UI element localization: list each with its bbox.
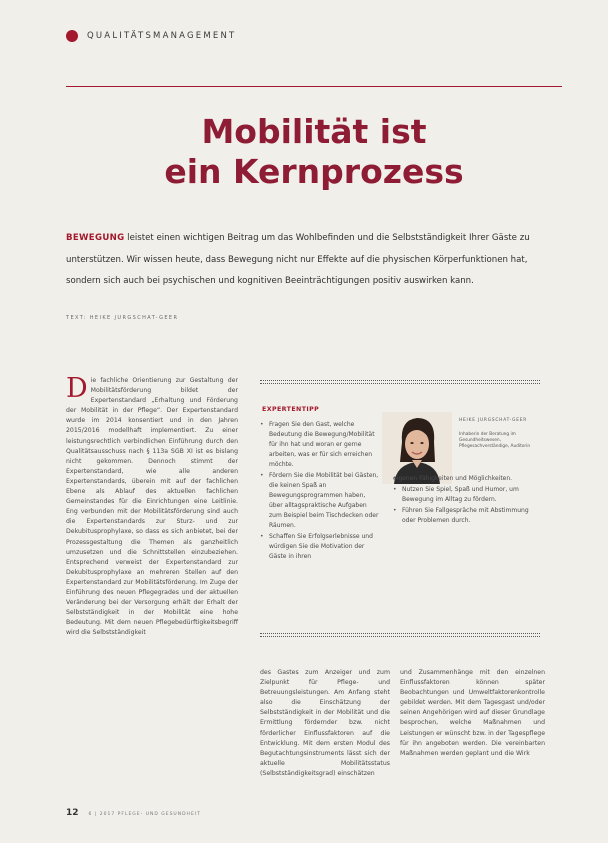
expert-tip-list-1	[260, 420, 380, 563]
tip-item-continued: • eigenen Fähigkeiten und Möglichkeiten.	[393, 474, 538, 484]
rubric-label: QUALITÄTSMANAGEMENT	[87, 31, 237, 41]
article-title	[66, 112, 562, 192]
tip-item: • Führen Sie Fallgespräche mit Abstimmung oder Problemen durch.	[393, 506, 538, 526]
section-rubric	[66, 30, 236, 42]
expert-name: HEIKE JURGSCHAT-GEER	[459, 418, 528, 423]
body-text-left: ie fachliche Orientierung zur Gestaltung der Mobilitätsförderung bildet der Expertenstandard „Erhaltung und Förderung der Mobilität in der Pflege“. Der Expertenstandard wurde im 2014 konsentiert und in den Jahren 2015/2016 modellhaft implementiert. Zu einer leistungsrechtlich verbindlichen Einführung durch den Qualitätsausschuss nach § 113a SGB XI ist es bislang nicht gekommen. Dennoch stimmt der Expertenstandard, wie alle anderen Expertenstandards, überein mit auf der fachlichen Ebene als Ablauf des aktuellen fachlichen Gemeinstandes für die Einrichtungen eine Leitlinie. Eng verbunden mit der Mobilitätsförderung sind auch die Expertenstandards zur Sturz- und zur Dekubitusprophylaxe, so dass es sich anbietet, bei der Prozessgestaltung die Themen als ganzheitlich umzusetzen und die Schnittstellen einzubeziehen. Entsprechend verweist der Expertenstandard zur Dekubitusprophylaxe an mehreren Stellen auf den Expertenstandard zur Mobilitätsförderung. Im Zuge der Einführung des neuen Pflegegrades und der aktuellen Veränderung bei der Versorgung erhält der Erhalt der Selbstständigkeit in der Mobilität eine hohe Bedeutung. Mit dem neuen Pflegebedürftigkeitsbegriff wird die Selbstständigkeit	[66, 377, 238, 637]
tip-item: • Schaffen Sie Erfolgserlebnisse und würdigen Sie die Motivation der Gäste in ihren	[260, 532, 380, 562]
expert-tip-title: EXPERTENTIPP	[262, 406, 320, 413]
footer-issue: 6 | 2017 PFLEGE- UND GESUNDHEIT	[88, 812, 201, 817]
page-footer	[66, 808, 201, 818]
byline: TEXT: HEIKE JURGSCHAT-GEER	[66, 315, 179, 321]
rubric-dot-icon	[66, 30, 78, 42]
expert-role: Inhaberin der Beratung im Gesundheitswesen, Pflegesachverständige, Auditorin	[459, 432, 531, 449]
tip-item: • Fragen Sie den Gast, welche Bedeutung die Bewegung/Mobilität für ihn hat und woran er gerne arbeiten, was er für sich erreichen möchte.	[260, 420, 380, 470]
lead-keyword: BEWEGUNG	[66, 233, 125, 243]
expert-box-bottom-rule	[260, 633, 540, 637]
title-line-1: Mobilität ist	[201, 112, 427, 151]
expert-tip-list-2	[393, 474, 538, 527]
dropcap: D	[66, 373, 88, 404]
body-column-middle: des Gastes zum Anzeiger und zum Zielpunkt für Pflege- und Betreuungsleistungen. Am Anfang steht also die Einschätzung der Selbstständigkeit in der Mobilität und die Ermittlung fördernder bzw. nicht förderlicher Einflussfaktoren auf die Entwicklung. Mit dem ersten Modul des Begutachtungsinstruments lässt sich der aktuelle Mobilitätsstatus (Selbstständigkeitsgrad) einschätzen	[260, 669, 390, 777]
tip-item: • Nutzen Sie Spiel, Spaß und Humor, um Bewegung im Alltag zu fördern.	[393, 485, 538, 505]
header-divider	[66, 86, 562, 87]
title-line-2: ein Kernprozess	[164, 152, 464, 191]
lead-paragraph	[66, 228, 558, 293]
page-number: 12	[66, 808, 79, 818]
tip-item: • Fördern Sie die Mobilität bei Gästen, die keinen Spaß an Bewegungsprogrammen haben, über alltagspraktische Aufgaben zum Beispiel beim Tischdecken oder Räumen.	[260, 471, 380, 531]
body-column-left	[66, 373, 238, 638]
expert-box-top-rule	[260, 380, 540, 384]
lead-text: leistet einen wichtigen Beitrag um das Wohlbefinden und die Selbstständigkeit Ihrer Gäste zu unterstützen. Wir wissen heute, dass Bewegung nicht nur Effekte auf die physischen Körperfunktionen hat, sondern sich auch bei psychischen und kognitiven Beeinträchtigungen positiv auswirken kann.	[66, 233, 530, 286]
body-column-right: und Zusammenhänge mit den einzelnen Einflussfaktoren können später Beobachtungen und Umweltfaktorenkontrolle gebildet werden. Mit dem Tagesgast und/oder seinen Angehörigen wird auf dieser Grundlage besprochen, welche Maßnahmen und Leistungen er wünscht bzw. in der Tagespflege für ihn angeboten werden. Die vereinbarten Maßnahmen werden geplant und die Wirk	[400, 669, 545, 757]
